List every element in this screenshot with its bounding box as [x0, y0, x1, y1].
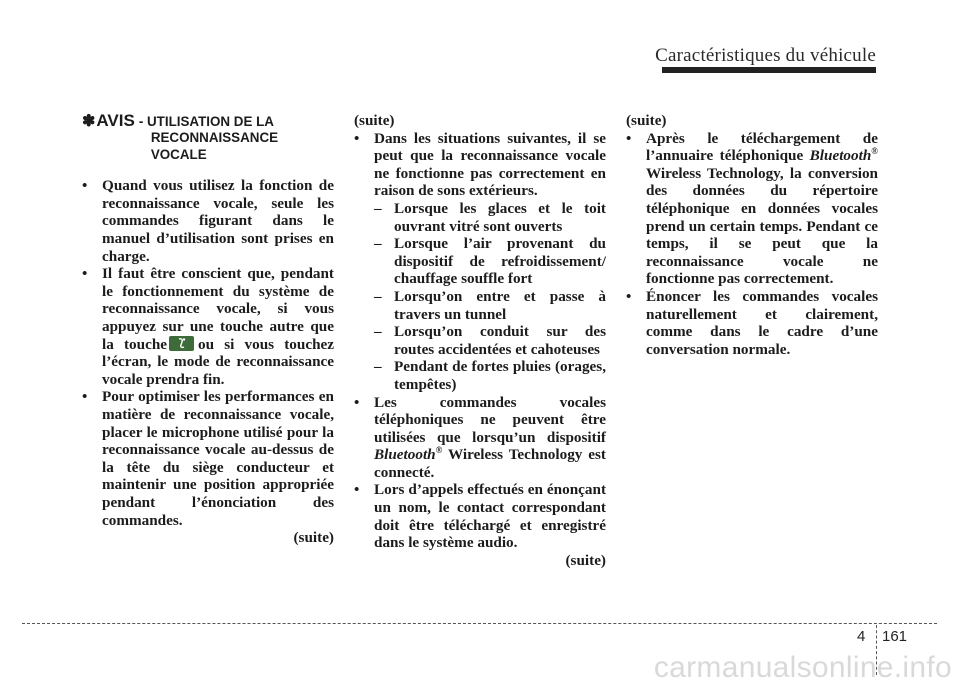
continued-label: (suite) — [626, 112, 667, 129]
header-rule — [662, 67, 876, 73]
list-item: • Après le téléchargement de l’annuaire téléphonique Bluetooth® Wireless Technology, la conversion des données du répertoire téléphonique en données vocales prend un certain temps. Pendant ce temps, il se peut que la reconnaissance vocale ne fonctionne pas correctement. — [626, 130, 878, 288]
list-item: • Énoncer les commandes vocales naturellement et clairement, comme dans le cadre d’une conversation normale. — [626, 288, 878, 358]
notice-bullet-list — [626, 130, 878, 359]
continued-label: (suite) — [565, 551, 606, 569]
footer-divider — [22, 623, 937, 624]
continued-label: (suite) — [354, 112, 395, 129]
list-item: • Dans les situations suivantes, il se peut que la reconnaissance vocale ne fonctionne pas correctement en raison de sons extérieurs. – Lorsque les glaces et le toit ouvrant vitré sont ouverts – Lorsque l’air provenant du dispositif de refroidissement/ chauffage souffle fort – Lorsqu’on entre et passe à travers un tunnel – Lorsqu’on conduit sur des routes accidentées et cahoteuses – Pendant de fortes pluies (orages, tempêtes) — [354, 130, 606, 394]
section-title: Caractéristiques du véhicule — [655, 45, 876, 66]
list-item: • Lors d’appels effectués en énonçant un nom, le contact correspondant doit être téléchargé et enregistré dans le système audio. — [354, 481, 606, 551]
list-item: – Lorsque l’air provenant du dispositif de refroidissement/ chauffage souffle fort — [374, 235, 606, 288]
list-item: • Quand vous utilisez la fonction de reconnaissance vocale, seule les commandes figurant dans le manuel d’utilisation sont prises en charge. — [82, 177, 334, 265]
column-3 — [626, 112, 878, 358]
list-item: – Pendant de fortes pluies (orages, tempêtes) — [374, 358, 606, 393]
voice-recognition-key-icon — [169, 336, 194, 351]
notice-label: ✽AVIS — [82, 111, 135, 130]
list-item: – Lorsqu’on entre et passe à travers un tunnel — [374, 288, 606, 323]
column-2 — [354, 112, 606, 569]
notice-bullet-list — [82, 177, 334, 529]
continued-label: (suite) — [293, 529, 334, 547]
list-item: • Les commandes vocales téléphoniques ne peuvent être utilisées que lorsqu’un dispositif Bluetooth® Wireless Technology est connecté. — [354, 394, 606, 482]
situation-list — [374, 200, 606, 394]
list-item: • Il faut être conscient que, pendant le fonctionnement du système de reconnaissance vocale, si vous appuyez sur une touche autre que la touche ou si vous touchez l’écran, le mode de reconnaissance vocale prendra fin. — [82, 265, 334, 388]
list-item: – Lorsque les glaces et le toit ouvrant vitré sont ouverts — [374, 200, 606, 235]
page-number: 161 — [882, 628, 908, 645]
watermark: carmanualsonline.info — [653, 651, 952, 684]
list-item: • Pour optimiser les performances en matière de reconnaissance vocale, placer le microphone utilisé pour la reconnaissance vocale au-dessus de la tête du siège conducteur et maintenir une position appropriée pendant l’énonciation des commandes. — [82, 388, 334, 529]
notice-title: - UTILISATION DE LA RECONNAISSANCE VOCALE — [138, 114, 279, 162]
chapter-number: 4 — [857, 628, 866, 645]
column-1 — [82, 112, 334, 547]
asterisk-icon: ✽ — [82, 113, 96, 130]
notice-heading — [82, 112, 334, 163]
notice-bullet-list — [354, 130, 606, 552]
list-item: – Lorsqu’on conduit sur des routes accidentées et cahoteuses — [374, 323, 606, 358]
